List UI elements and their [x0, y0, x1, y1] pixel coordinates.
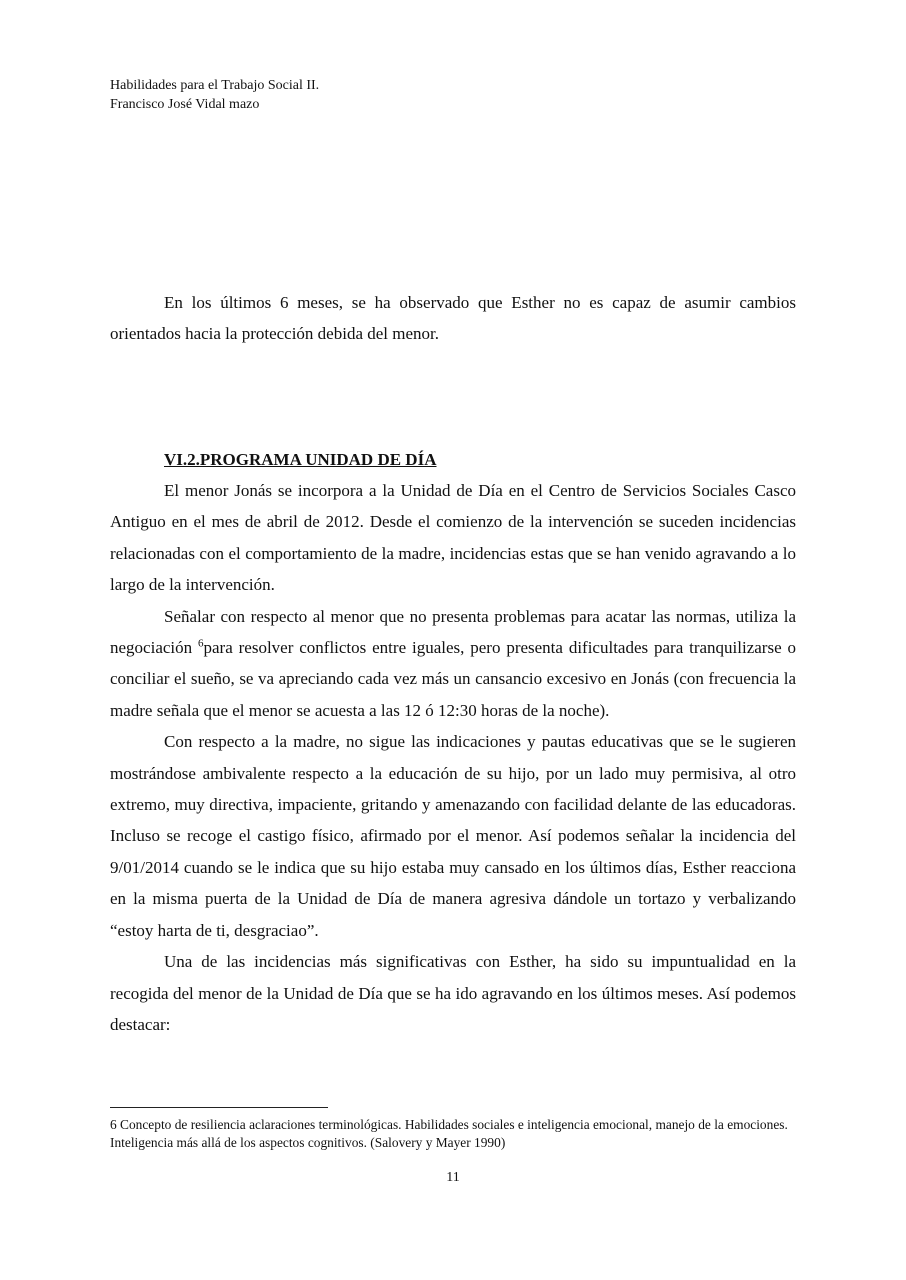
paragraph-1: El menor Jonás se incorpora a la Unidad de Día en el Centro de Servicios Sociales Casco Antiguo en el mes de abril de 2012. Desde el comienzo de la intervención se suceden incidencias relacionadas con el comportamiento de la madre, incidencias estas que se han venido agravando a lo largo de la intervención. [110, 481, 796, 595]
footnote-separator [110, 1107, 328, 1108]
header-author: Francisco José Vidal mazo [110, 97, 260, 112]
paragraph-3: Con respecto a la madre, no sigue las indicaciones y pautas educativas que se le sugieren mostrándose ambivalente respecto a la educación de su hijo, por un lado muy permisiva, al otro extremo, muy directiva, impaciente, gritando y amenazando con facilidad delante de las educadoras. Incluso se recoge el castigo físico, afirmado por el menor. Así podemos señalar la incidencia del 9/01/2014 cuando se le indica que su hijo estaba muy cansado en los últimos días, Esther reacciona en la misma puerta de la Unidad de Día de manera agresiva dándole un tortazo y verbalizando “estoy harta de ti, desgraciao”. [110, 732, 796, 940]
section-heading: VI.2.PROGRAMA UNIDAD DE DÍA [164, 450, 437, 469]
footnote-reference[interactable]: 6 [198, 637, 204, 650]
paragraph-2-text-b: para resolver conflictos entre iguales, pero presenta dificultades para tranquilizarse o conciliar el sueño, se va apreciando cada vez más un cansancio excesivo en Jonás (con frecuencia la madre señala que el menor se acuesta a las 12 ó 12:30 horas de la noche). [110, 638, 796, 720]
paragraph-4: Una de las incidencias más significativas con Esther, ha sido su impuntualidad en la recogida del menor de la Unidad de Día que se ha ido agravando en los últimos meses. Así podemos destacar: [110, 952, 796, 1034]
header-title: Habilidades para el Trabajo Social II. [110, 78, 320, 93]
section-body [110, 475, 796, 1040]
page-number: 11 [446, 1170, 460, 1185]
paragraph-2 [110, 601, 796, 727]
intro-paragraph: En los últimos 6 meses, se ha observado que Esther no es capaz de asumir cambios orientados hacia la protección debida del menor. [110, 293, 796, 344]
intro-block [110, 287, 796, 350]
footnote: 6 Concepto de resiliencia aclaraciones terminológicas. Habilidades sociales e inteligencia emocional, manejo de la emociones. Inteligencia más allá de los aspectos cognitivos. (Salovery y Mayer 1990) [110, 1117, 788, 1150]
paragraph-2-text-a: Señalar con respecto al menor que no presenta problemas para acatar las normas, utiliza la negociación [110, 606, 796, 658]
running-header [110, 76, 319, 114]
